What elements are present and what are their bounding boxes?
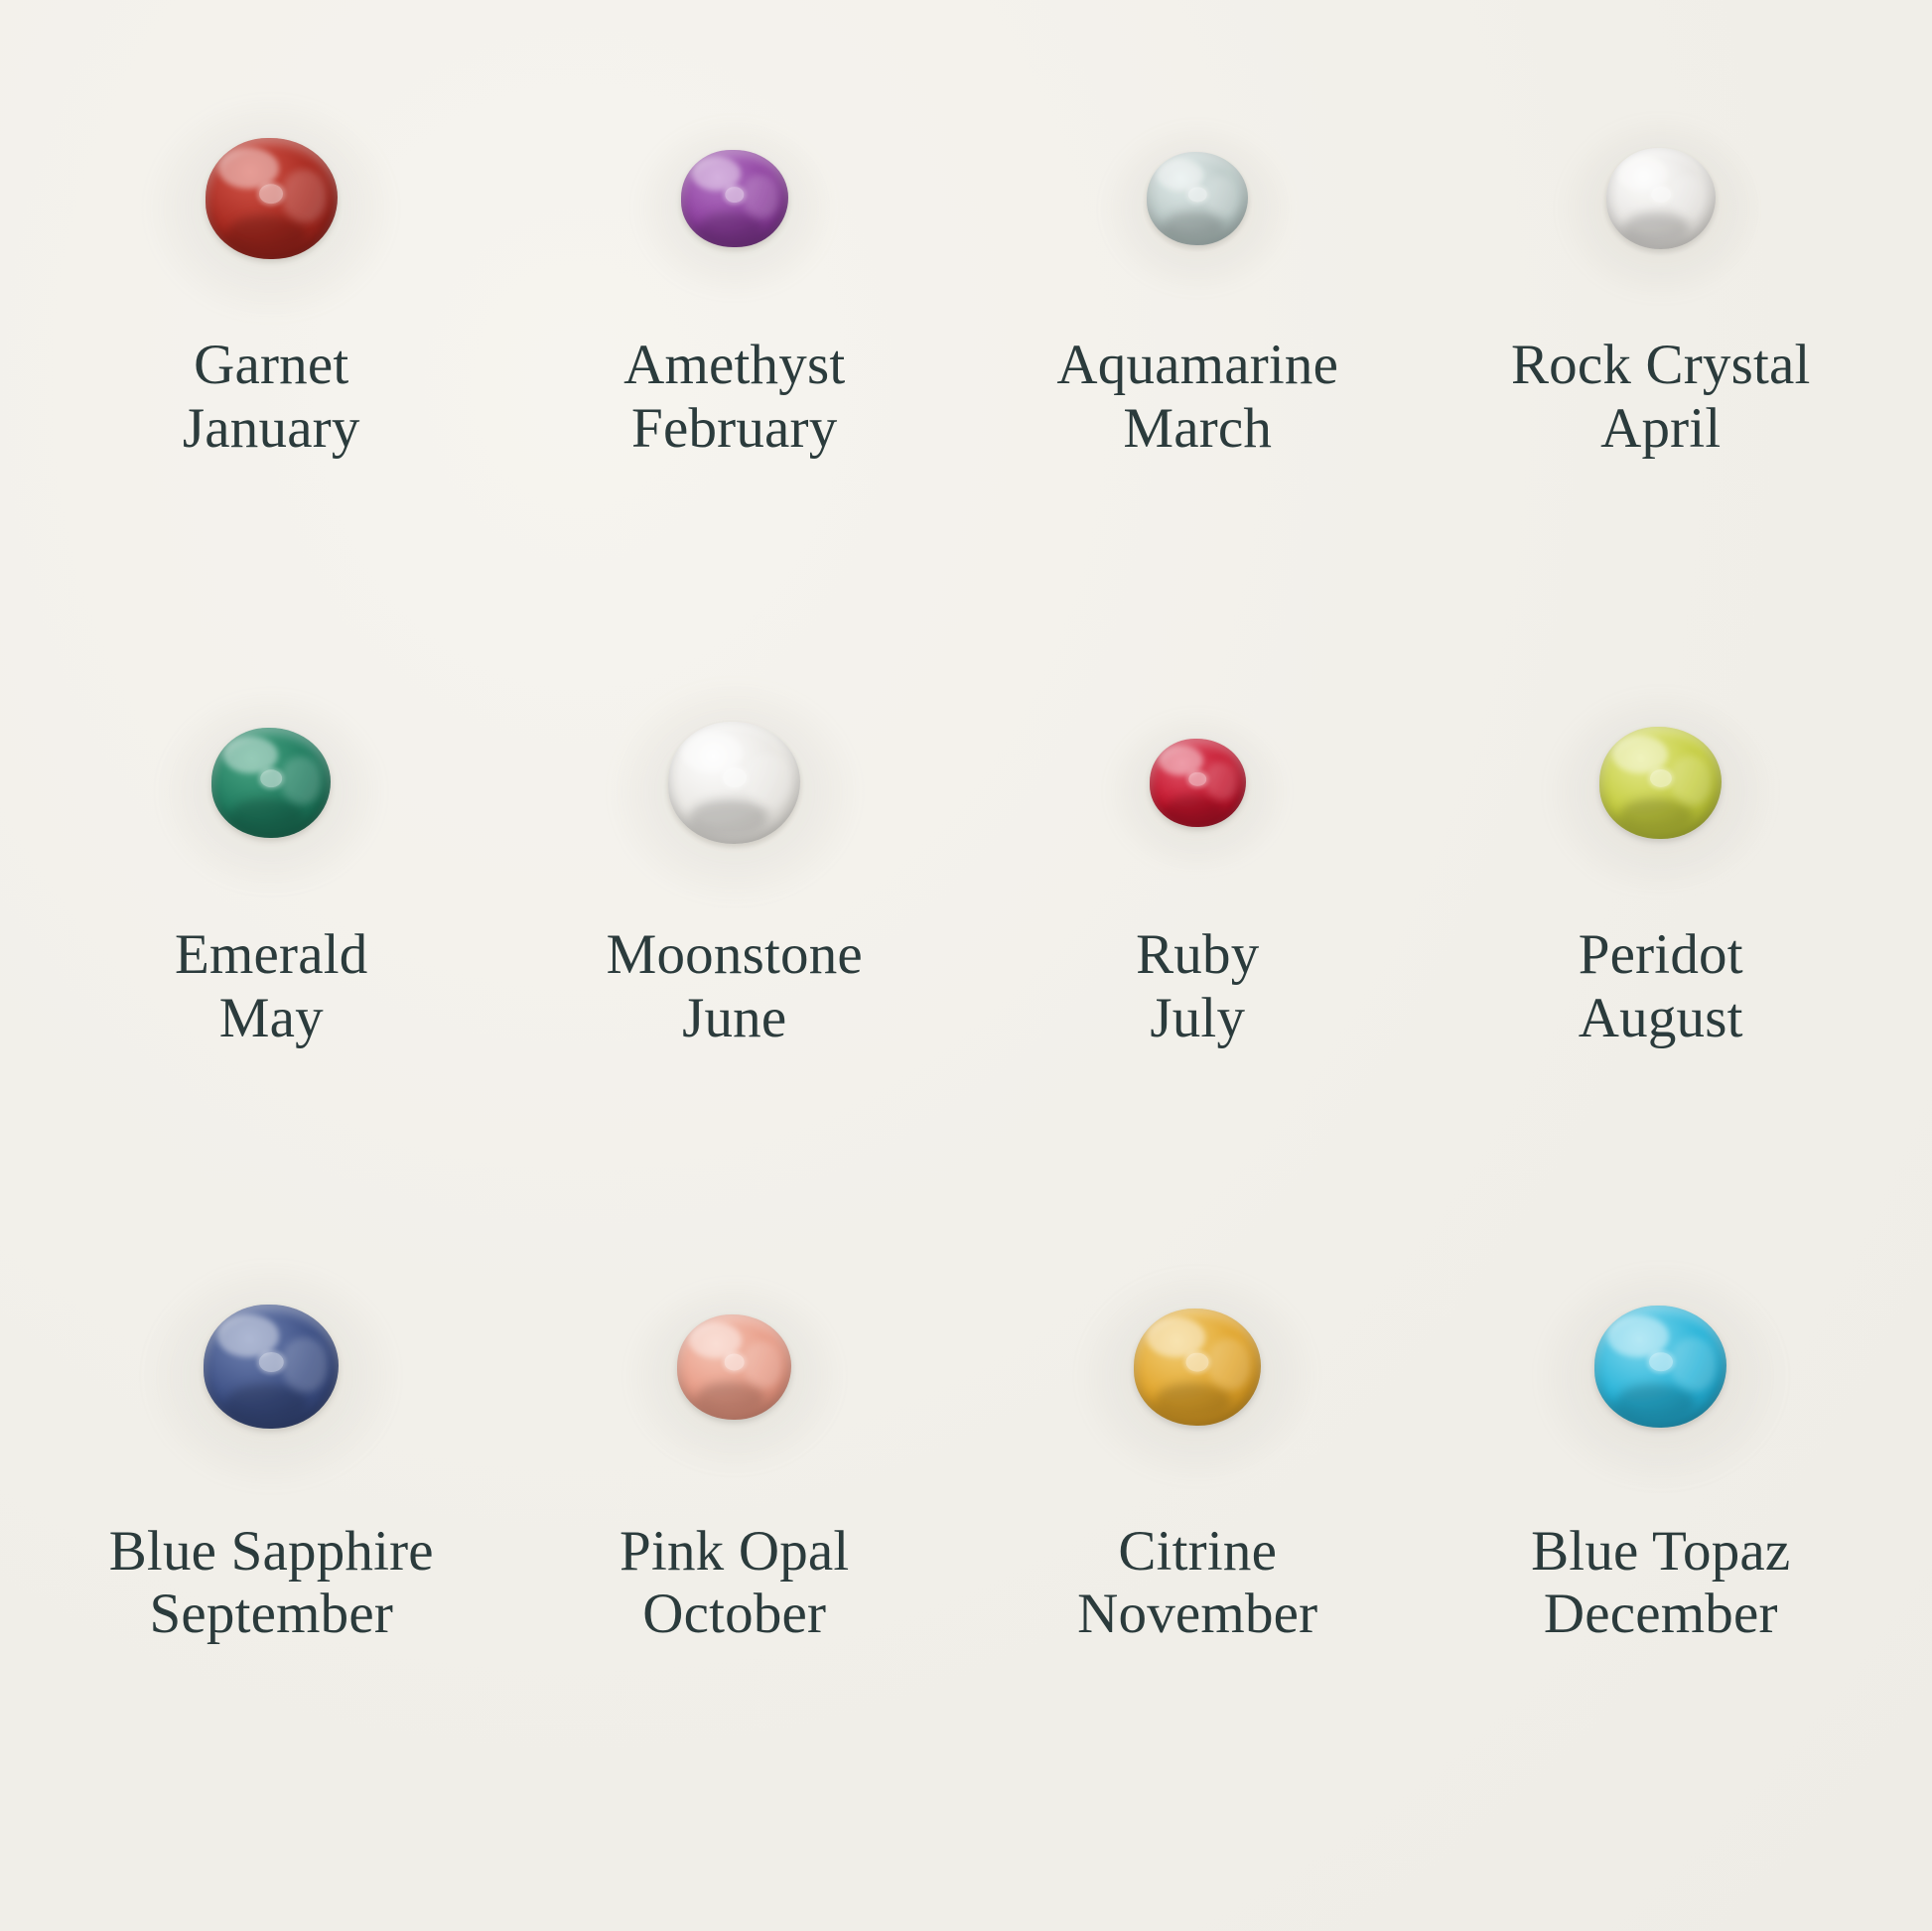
stone-name: Garnet	[194, 334, 349, 396]
bead-hole-icon	[1188, 188, 1206, 203]
stone-image-peridot	[1582, 703, 1740, 862]
stone-image-garnet	[192, 119, 350, 278]
bead-hole-icon	[1651, 187, 1671, 203]
facet-highlight-icon	[1157, 159, 1203, 191]
gem-peridot	[1599, 727, 1722, 839]
facet-shade-icon	[1615, 1384, 1695, 1421]
stone-cell-rock-crystal	[1430, 119, 1893, 703]
gem-moonstone	[668, 722, 800, 843]
stone-image-aquamarine	[1118, 119, 1277, 278]
stone-image-emerald	[192, 703, 350, 862]
stone-name: Emerald	[175, 923, 368, 987]
stone-cell-moonstone	[503, 703, 967, 1287]
bead-hole-icon	[259, 184, 283, 204]
stone-label	[175, 923, 367, 1050]
facet-highlight-icon	[689, 1322, 742, 1358]
bottom-spacer	[40, 1871, 1892, 1931]
facet-sheen-icon	[1205, 176, 1240, 216]
gem-emerald	[211, 728, 331, 838]
stone-month: February	[631, 396, 838, 460]
stone-label	[1077, 1520, 1317, 1647]
facet-shade-icon	[230, 798, 302, 831]
stone-cell-aquamarine	[966, 119, 1430, 703]
stone-label	[1136, 923, 1259, 1050]
stone-cell-amethyst	[503, 119, 967, 703]
gem-garnet	[206, 138, 338, 259]
facet-shade-icon	[226, 215, 306, 252]
stone-image-blue-topaz	[1582, 1288, 1740, 1447]
stone-cell-emerald	[40, 703, 503, 1287]
facet-sheen-icon	[1671, 756, 1713, 805]
facet-sheen-icon	[745, 754, 789, 807]
facet-sheen-icon	[743, 175, 779, 218]
facet-shade-icon	[1155, 1383, 1231, 1418]
facet-shade-icon	[225, 1384, 306, 1421]
gem-blue-sapphire	[204, 1305, 339, 1429]
stone-name: Amethyst	[623, 334, 846, 396]
facet-highlight-icon	[1612, 736, 1669, 773]
bead-hole-icon	[1650, 769, 1672, 787]
facet-shade-icon	[1623, 212, 1689, 242]
facet-sheen-icon	[1671, 1337, 1716, 1391]
facet-sheen-icon	[1205, 761, 1238, 800]
facet-highlight-icon	[218, 148, 279, 190]
facet-highlight-icon	[1147, 1317, 1205, 1357]
stone-name: Blue Sapphire	[108, 1519, 434, 1583]
stone-cell-ruby	[966, 703, 1430, 1287]
stone-month: October	[642, 1583, 827, 1646]
facet-sheen-icon	[282, 1337, 328, 1392]
bead-hole-icon	[260, 769, 282, 787]
facet-shade-icon	[1619, 798, 1693, 832]
bead-hole-icon	[259, 1352, 283, 1372]
stone-month: September	[149, 1583, 394, 1646]
stone-label	[109, 1520, 434, 1647]
facet-shade-icon	[696, 1382, 764, 1414]
bead-hole-icon	[724, 1354, 745, 1371]
stone-month: January	[182, 396, 360, 460]
stone-name: Peridot	[1578, 923, 1743, 987]
stone-name: Pink Opal	[620, 1519, 850, 1583]
stone-month: August	[1578, 987, 1743, 1050]
gem-amethyst	[681, 150, 788, 248]
facet-sheen-icon	[281, 757, 322, 805]
gem-pink-opal	[677, 1314, 791, 1420]
facet-highlight-icon	[1159, 746, 1203, 775]
stone-image-rock-crystal	[1582, 119, 1740, 278]
stone-name: Aquamarine	[1056, 334, 1339, 396]
stone-label	[1511, 334, 1811, 461]
stone-month: November	[1077, 1583, 1318, 1646]
stone-cell-peridot	[1430, 703, 1893, 1287]
facet-shade-icon	[1165, 795, 1222, 822]
stone-month: June	[682, 987, 787, 1050]
facet-sheen-icon	[1670, 175, 1707, 219]
facet-sheen-icon	[744, 1341, 782, 1388]
bead-hole-icon	[1649, 1352, 1673, 1372]
stone-label	[1531, 1520, 1790, 1647]
bead-hole-icon	[725, 187, 744, 203]
facet-highlight-icon	[1607, 1315, 1668, 1357]
stone-name: Rock Crystal	[1510, 334, 1811, 396]
stone-label	[1056, 334, 1338, 461]
gem-rock-crystal	[1606, 148, 1716, 248]
stone-month: April	[1600, 396, 1722, 460]
facet-highlight-icon	[1617, 156, 1668, 190]
facet-highlight-icon	[692, 157, 741, 191]
gem-citrine	[1134, 1309, 1261, 1426]
stone-image-blue-sapphire	[192, 1288, 350, 1447]
stone-cell-blue-topaz	[1430, 1288, 1893, 1871]
stone-cell-pink-opal	[503, 1288, 967, 1871]
stone-name: Citrine	[1118, 1519, 1278, 1583]
stone-image-pink-opal	[655, 1288, 814, 1447]
facet-highlight-icon	[681, 732, 742, 773]
stone-cell-citrine	[966, 1288, 1430, 1871]
gem-ruby	[1150, 739, 1246, 827]
stone-name: Moonstone	[606, 923, 863, 987]
stone-month: December	[1543, 1583, 1778, 1646]
stone-label	[183, 334, 360, 461]
stone-label	[623, 334, 845, 461]
stone-label	[620, 1520, 849, 1647]
stone-month: July	[1150, 987, 1246, 1050]
facet-highlight-icon	[223, 737, 278, 774]
stone-cell-garnet	[40, 119, 503, 703]
gem-aquamarine	[1147, 152, 1248, 245]
stone-name: Ruby	[1136, 923, 1260, 987]
facet-shade-icon	[689, 799, 768, 836]
stone-cell-blue-sapphire	[40, 1288, 503, 1871]
stone-image-ruby	[1118, 703, 1277, 862]
facet-sheen-icon	[282, 170, 327, 223]
bead-hole-icon	[723, 768, 747, 788]
stone-month: March	[1123, 396, 1273, 460]
facet-sheen-icon	[1208, 1338, 1252, 1390]
stone-label	[1579, 923, 1743, 1050]
stone-label	[607, 923, 863, 1050]
stone-image-moonstone	[655, 703, 814, 862]
bead-hole-icon	[1186, 1353, 1209, 1372]
gem-blue-topaz	[1594, 1306, 1726, 1427]
stone-image-citrine	[1118, 1288, 1277, 1447]
facet-shade-icon	[698, 212, 762, 242]
facet-shade-icon	[1163, 211, 1223, 239]
stone-name: Blue Topaz	[1531, 1519, 1791, 1583]
stone-image-amethyst	[655, 119, 814, 278]
stone-month: May	[218, 987, 324, 1050]
bead-hole-icon	[1188, 772, 1206, 786]
top-spacer	[40, 0, 1892, 119]
facet-highlight-icon	[217, 1314, 279, 1356]
